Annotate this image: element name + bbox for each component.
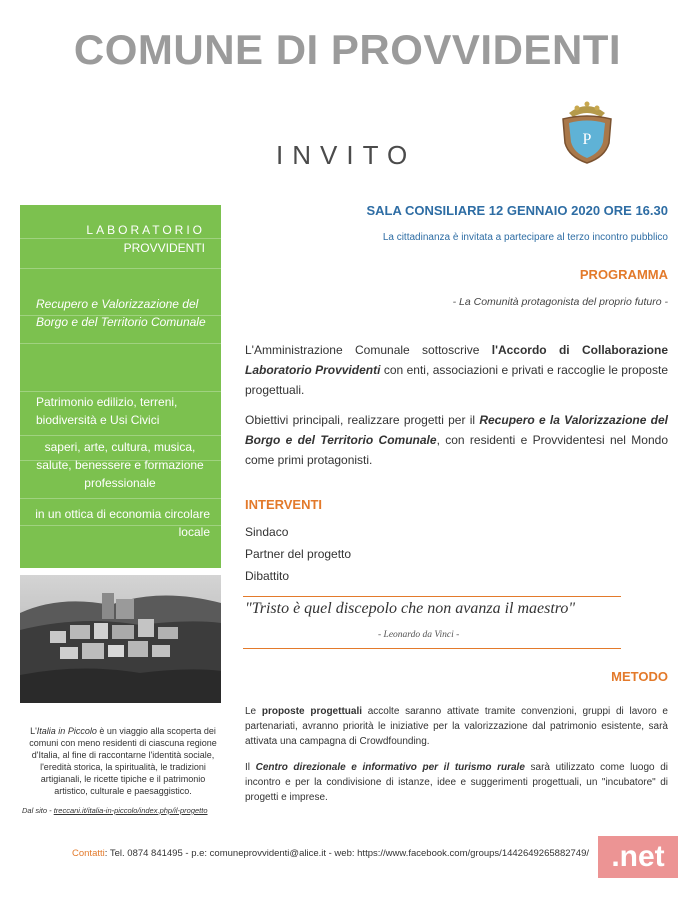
p2-recupero: Recupero e la Valorizzazione del Borgo e del Territorio Comunale xyxy=(245,413,669,447)
metodo-heading: METODO xyxy=(611,669,668,684)
p1-accordo: l'Accordo di Collaborazione xyxy=(491,343,668,357)
programma-heading: PROGRAMMA xyxy=(579,267,668,282)
italia-in-piccolo-caption xyxy=(28,725,218,797)
page-title: COMUNE DI PROVVIDENTI xyxy=(73,26,622,73)
programma-subtitle: - La Comunità protagonista del proprio futuro - xyxy=(452,296,668,308)
metodo-paragraph-2 xyxy=(245,760,668,805)
event-date-heading: SALA CONSILIARE 12 GENNAIO 2020 ORE 16.30 xyxy=(366,203,668,218)
caption-rest: è un viaggio alla scoperta dei comuni con meno residenti di ciascuna regione d'Italia, al fine di raccontarne l'identità sociale, l'eredità storica, la spiritualità, le tradizioni artigianali, le ricette tipiche e il patrimonio artistico, culturale e paesaggistico. xyxy=(29,726,217,796)
provvidenti-label: PROVVIDENTI xyxy=(123,241,205,255)
m2-centro: Centro direzionale e informativo per il turismo rurale xyxy=(255,762,525,773)
m2-text-a: Il xyxy=(245,762,256,773)
quote-author: - Leonardo da Vinci - xyxy=(378,630,460,640)
m1-text-c: accolte saranno attivate tramite convenzioni, gruppi di lavoro e partenariati, avranno priorità le iniziative per la valorizzazione dal patrimonio esistente, sarà attivata una campagna di Crowdfounding. xyxy=(245,706,668,747)
p1-text-d: con enti, associazioni e privati e raccoglie le proposte progettuali. xyxy=(245,363,668,397)
source-label: Dal sito - xyxy=(22,806,54,815)
source-link[interactable]: treccani.it/italia-in-piccolo/index.php/il-progetto xyxy=(53,806,208,815)
intervento-item: Dibattito xyxy=(245,569,290,583)
source-note xyxy=(22,806,208,815)
intervento-item: Sindaco xyxy=(245,525,289,539)
quote-divider-top xyxy=(243,596,621,597)
p2-text-a: Obiettivi principali, realizzare progetti per il xyxy=(245,413,480,427)
patrimonio-text: Patrimonio edilizio, terreni, biodiversità e Usi Civici xyxy=(36,395,178,427)
watermark-logo: .net xyxy=(598,836,678,878)
intervento-item: Partner del progetto xyxy=(245,547,352,561)
invito-heading: INVITO xyxy=(276,140,417,170)
laboratorio-label: LABORATORIO xyxy=(86,223,205,237)
recupero-text: Recupero e Valorizzazione del Borgo e del Territorio Comunale xyxy=(36,297,206,329)
programma-paragraph-2 xyxy=(245,410,668,470)
p1-text-a: L'Amministrazione Comunale sottoscrive xyxy=(245,343,492,357)
m1-text-a: Le xyxy=(245,706,262,717)
m2-text-c: sarà utilizzato come luogo di incontro e per la condivisione di istanze, idee e suggerimenti progettuali, un "incubatore" di progetti e imprese. xyxy=(245,762,668,803)
contacts-text[interactable]: : Tel. 0874 841495 - p.e: comuneprovvidenti@alice.it - web: https://www.facebook.com/groups/1442649265882749/ xyxy=(104,848,589,859)
programma-paragraph-1 xyxy=(245,340,668,400)
saperi-text: saperi, arte, cultura, musica, salute, benessere e formazione professionale xyxy=(36,440,204,490)
invitation-text: La cittadinanza è invitata a partecipare al terzo incontro pubblico xyxy=(382,232,668,243)
municipal-crest-icon xyxy=(555,97,619,167)
p1-laboratorio: Laboratorio Provvidenti xyxy=(245,363,381,377)
metodo-paragraph-1 xyxy=(245,704,668,749)
p2-text-c: , con residenti e Provvidentesi nel Mondo come primi protagonisti. xyxy=(245,433,668,467)
quote-text: "Tristo è quel discepolo che non avanza il maestro" xyxy=(245,600,576,617)
economia-circolare-text: in un ottica di economia circolare locale xyxy=(35,507,210,539)
m1-proposte: proposte progettuali xyxy=(261,706,362,717)
village-photo xyxy=(20,575,221,703)
svg-text:P: P xyxy=(582,131,592,148)
caption-prefix: L' xyxy=(30,726,37,736)
interventi-heading: INTERVENTI xyxy=(245,497,323,512)
contacts-label: Contatti xyxy=(72,848,105,859)
quote-divider-bottom xyxy=(243,648,621,649)
caption-italic: Italia in Piccolo xyxy=(36,726,97,736)
laboratorio-panel xyxy=(20,205,221,568)
